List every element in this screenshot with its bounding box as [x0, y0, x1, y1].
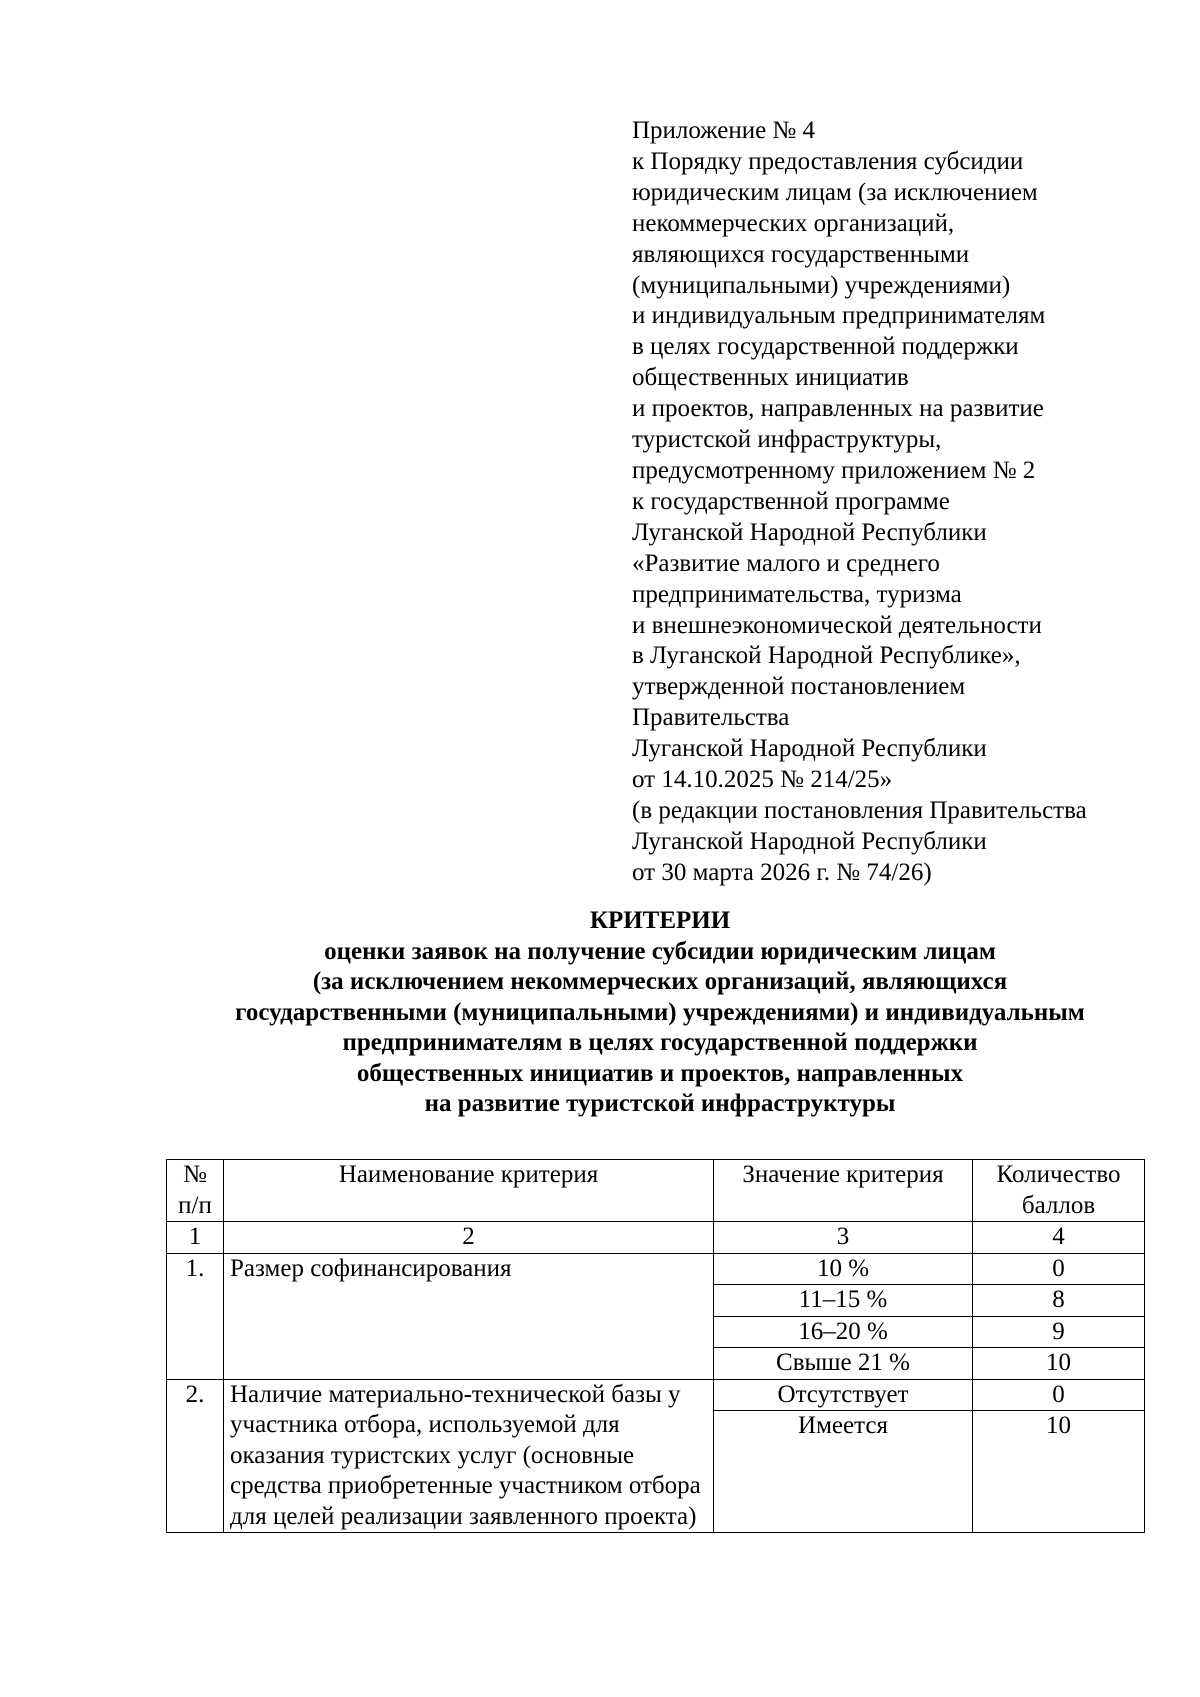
appendix-line: Приложение № 4 — [632, 117, 816, 144]
header-name: Наименование критерия — [224, 1160, 714, 1222]
table-row — [167, 1379, 1145, 1411]
criterion-num: 1. — [167, 1253, 224, 1379]
criterion-value: Отсутствует — [714, 1379, 973, 1411]
appendix-line: и индивидуальным предпринимателям — [632, 302, 1046, 330]
appendix-line: от 14.10.2025 № 214/25» — [632, 766, 893, 794]
criterion-name: Размер софинансирования — [224, 1253, 714, 1379]
appendix-line: юридическим лицам (за исключением — [632, 178, 1038, 206]
title-heading: КРИТЕРИИ — [589, 907, 731, 934]
table-row — [167, 1253, 1145, 1285]
appendix-line: в Луганской Народной Республике», — [632, 642, 1021, 670]
appendix-line: являющихся государственными — [632, 240, 970, 268]
appendix-line: в целях государственной поддержки — [632, 333, 1019, 361]
title-line: (за исключением некоммерческих организаций, являющихся — [312, 968, 1008, 995]
appendix-line: предусмотренному приложением № 2 — [632, 456, 1036, 484]
criterion-value: 16–20 % — [714, 1316, 973, 1348]
appendix-line: общественных инициатив — [632, 364, 909, 392]
title-line: оценки заявок на получение субсидии юридическим лицам — [324, 937, 996, 965]
criteria-table — [166, 1159, 1145, 1533]
appendix-line: к государственной программе — [632, 487, 950, 515]
appendix-line: (в редакции постановления Правительства — [632, 796, 1087, 824]
header-num: № п/п — [167, 1160, 224, 1222]
criterion-points: 10 — [973, 1348, 1145, 1380]
appendix-line: от 30 марта 2026 г. № 74/26) — [632, 858, 932, 886]
appendix-line: «Развитие малого и среднего — [632, 549, 940, 577]
header-points: Количество баллов — [973, 1160, 1145, 1222]
appendix-line: к Порядку предоставления субсидии — [632, 147, 1024, 175]
criterion-points: 10 — [973, 1411, 1145, 1533]
appendix-line: утвержденной постановлением — [632, 673, 966, 701]
criterion-value: 11–15 % — [714, 1285, 973, 1317]
table-header-row — [167, 1160, 1145, 1222]
column-number: 3 — [714, 1222, 973, 1254]
criterion-num: 2. — [167, 1379, 224, 1533]
appendix-line: Луганской Народной Республики — [632, 827, 987, 855]
appendix-line: Правительства — [632, 704, 790, 732]
criterion-value: Имеется — [714, 1411, 973, 1533]
title-line: общественных инициатив и проектов, направленных — [356, 1059, 964, 1087]
criterion-value: 10 % — [714, 1253, 973, 1285]
criterion-points: 0 — [973, 1253, 1145, 1285]
column-numbers-row — [167, 1222, 1145, 1254]
title-line: на развитие туристской инфраструктуры — [424, 1090, 896, 1117]
appendix-line: Луганской Народной Республики — [632, 518, 987, 546]
appendix-line: (муниципальными) учреждениями) — [632, 271, 1011, 299]
criterion-points: 0 — [973, 1379, 1145, 1411]
column-number: 4 — [973, 1222, 1145, 1254]
criterion-value: Свыше 21 % — [714, 1348, 973, 1380]
appendix-line: предпринимательства, туризма — [632, 580, 962, 608]
appendix-line: туристской инфраструктуры, — [632, 426, 942, 454]
appendix-reference — [632, 116, 1192, 889]
criterion-name: Наличие материально-технической базы у участника отбора, используемой для оказания туристских услуг (основные средства приобретенные участником отбора для целей реализации заявленного проекта) — [224, 1379, 714, 1533]
title-line: государственными (муниципальными) учреждениями) и индивидуальным — [235, 998, 1085, 1026]
criterion-points: 9 — [973, 1316, 1145, 1348]
column-number: 2 — [224, 1222, 714, 1254]
criterion-points: 8 — [973, 1285, 1145, 1317]
header-value: Значение критерия — [714, 1160, 973, 1222]
appendix-line: Луганской Народной Республики — [632, 735, 987, 763]
appendix-line: некоммерческих организаций, — [632, 209, 955, 237]
appendix-line: и проектов, направленных на развитие — [632, 395, 1044, 423]
document-title — [0, 906, 1200, 1120]
title-line: предпринимателям в целях государственной поддержки — [342, 1029, 978, 1056]
appendix-line: и внешнеэкономической деятельности — [632, 611, 1042, 639]
column-number: 1 — [167, 1222, 224, 1254]
